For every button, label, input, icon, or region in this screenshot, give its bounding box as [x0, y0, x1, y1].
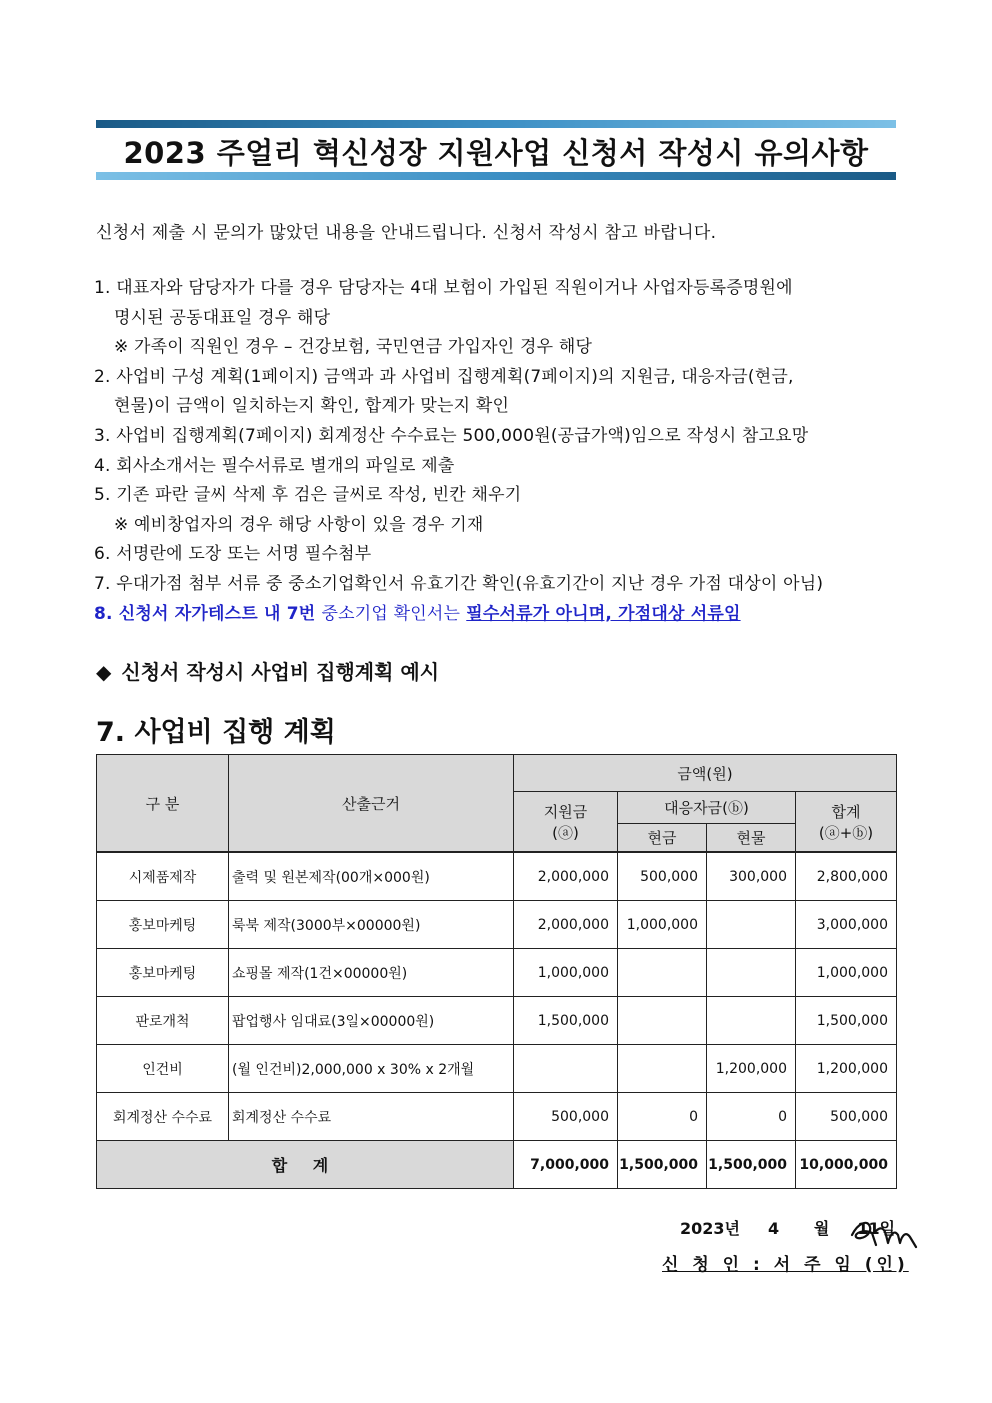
total-label: 합 계 [97, 1141, 514, 1189]
date-day: 11일 [857, 1219, 896, 1238]
header-amount: 금액(원) [514, 755, 897, 792]
row-basis: 쇼핑몰 제작(1건×00000원) [229, 949, 514, 997]
row-total: 1,200,000 [796, 1045, 897, 1093]
row-category: 판로개척 [97, 997, 229, 1045]
row-support: 1,500,000 [514, 997, 618, 1045]
note-2: 2. 사업비 구성 계획(1페이지) 금액과 과 사업비 집행계획(7페이지)의 지원금, 대응자금(현금, [94, 366, 794, 387]
note-1: 1. 대표자와 담당자가 다를 경우 담당자는 4대 보험이 가입된 직원이거나 사업자등록증명원에 [94, 278, 793, 298]
row-support: 2,000,000 [514, 901, 618, 949]
row-in-kind: 300,000 [707, 852, 796, 901]
row-support: 2,000,000 [514, 852, 618, 901]
header-category: 구 분 [97, 755, 229, 853]
header-total-mark: (ⓐ+ⓑ) [818, 823, 874, 842]
section-heading [96, 656, 439, 685]
row-cash: 0 [618, 1093, 707, 1141]
row-category: 회계정산 수수료 [97, 1093, 229, 1141]
budget-table [96, 754, 897, 1189]
header-support [514, 792, 618, 853]
row-cash [618, 1045, 707, 1093]
total-support: 7,000,000 [514, 1141, 618, 1189]
signature-icon [846, 1205, 920, 1253]
note-1-cont: 명시된 공동대표일 경우 해당 [114, 307, 331, 328]
total-in-kind: 1,500,000 [707, 1141, 796, 1189]
header-cash: 현금 [618, 824, 707, 853]
table-row [97, 901, 897, 949]
header-total-label: 합계 [831, 802, 861, 821]
table-row [97, 852, 897, 901]
row-basis: 회계정산 수수료 [229, 1093, 514, 1141]
row-cash: 1,000,000 [618, 901, 707, 949]
note-3: 3. 사업비 집행계획(7페이지) 회계정산 수수료는 500,000원(공급가액)임으로 작성시 참고요망 [94, 425, 809, 446]
date-month: 4 [768, 1219, 780, 1238]
header-in-kind: 현물 [707, 824, 796, 853]
row-basis: 룩북 제작(3000부×00000원) [229, 901, 514, 949]
header-support-mark: (ⓐ) [552, 823, 579, 842]
row-in-kind: 0 [707, 1093, 796, 1141]
table-row [97, 949, 897, 997]
page-title: 2023 주얼리 혁신성장 지원사업 신청서 작성시 유의사항 [123, 136, 869, 170]
section-heading-text: 신청서 작성시 사업비 집행계획 예시 [121, 660, 440, 684]
row-total: 1,500,000 [796, 997, 897, 1045]
note-8 [94, 600, 904, 630]
header-basis: 산출근거 [229, 755, 514, 853]
row-basis: (월 인건비)2,000,000 x 30% x 2개월 [229, 1045, 514, 1093]
total-total: 10,000,000 [796, 1141, 897, 1189]
table-heading: 7. 사업비 집행 계획 [96, 717, 336, 748]
signer-line: 신 청 인 : 서 주 임 (인) [662, 1255, 909, 1275]
total-row [97, 1141, 897, 1189]
header-support-label: 지원금 [543, 802, 588, 821]
row-in-kind [707, 997, 796, 1045]
date-month-unit: 월 [813, 1219, 830, 1238]
note-8-part2: 중소기업 확인서는 [321, 603, 461, 624]
header-total [796, 792, 897, 853]
note-5-remark: ※ 예비창업자의 경우 해당 사항이 있을 경우 기재 [114, 514, 484, 535]
note-1-remark: ※ 가족이 직원인 경우 – 건강보험, 국민연금 가입자인 경우 해당 [114, 337, 593, 358]
row-category: 시제품제작 [97, 852, 229, 901]
row-support: 500,000 [514, 1093, 618, 1141]
row-support: 1,000,000 [514, 949, 618, 997]
header-row-1 [97, 755, 897, 792]
title-bar-bottom [96, 172, 896, 180]
row-total: 500,000 [796, 1093, 897, 1141]
table-row [97, 1045, 897, 1093]
row-cash [618, 997, 707, 1045]
note-6: 6. 서명란에 도장 또는 서명 필수첨부 [94, 544, 372, 565]
diamond-icon: ◆ [96, 660, 112, 684]
row-cash [618, 949, 707, 997]
row-cash: 500,000 [618, 852, 707, 901]
row-support [514, 1045, 618, 1093]
intro-text: 신청서 제출 시 문의가 많았던 내용을 안내드립니다. 신청서 작성시 참고 바랍니다. [96, 223, 717, 243]
row-in-kind [707, 901, 796, 949]
row-basis: 출력 및 원본제작(00개×000원) [229, 852, 514, 901]
row-in-kind: 1,200,000 [707, 1045, 796, 1093]
row-category: 인건비 [97, 1045, 229, 1093]
row-category: 홍보마케팅 [97, 901, 229, 949]
note-5: 5. 기존 파란 글씨 삭제 후 검은 글씨로 작성, 빈칸 채우기 [94, 485, 522, 506]
note-8-part3: 필수서류가 아니며, 가점대상 서류임 [466, 603, 741, 624]
note-7: 7. 우대가점 첨부 서류 중 중소기업확인서 유효기간 확인(유효기간이 지난 경우 가점 대상이 아님) [94, 573, 824, 594]
row-category: 홍보마케팅 [97, 949, 229, 997]
note-2-cont: 현물)이 금액이 일치하는지 확인, 합계가 맞는지 확인 [114, 396, 510, 417]
title-bar-top [96, 120, 896, 128]
notes-list [94, 274, 904, 629]
total-cash: 1,500,000 [618, 1141, 707, 1189]
row-basis: 팝업행사 임대료(3일×00000원) [229, 997, 514, 1045]
row-total: 1,000,000 [796, 949, 897, 997]
row-total: 3,000,000 [796, 901, 897, 949]
header-matching: 대응자금(ⓑ) [618, 792, 796, 824]
row-total: 2,800,000 [796, 852, 897, 901]
title-banner [96, 120, 896, 182]
date-year: 2023년 [680, 1219, 740, 1238]
row-in-kind [707, 949, 796, 997]
note-8-part1: 8. 신청서 자가테스트 내 7번 [94, 603, 316, 624]
table-row [97, 997, 897, 1045]
table-row [97, 1093, 897, 1141]
note-4: 4. 회사소개서는 필수서류로 별개의 파일로 제출 [94, 455, 455, 476]
